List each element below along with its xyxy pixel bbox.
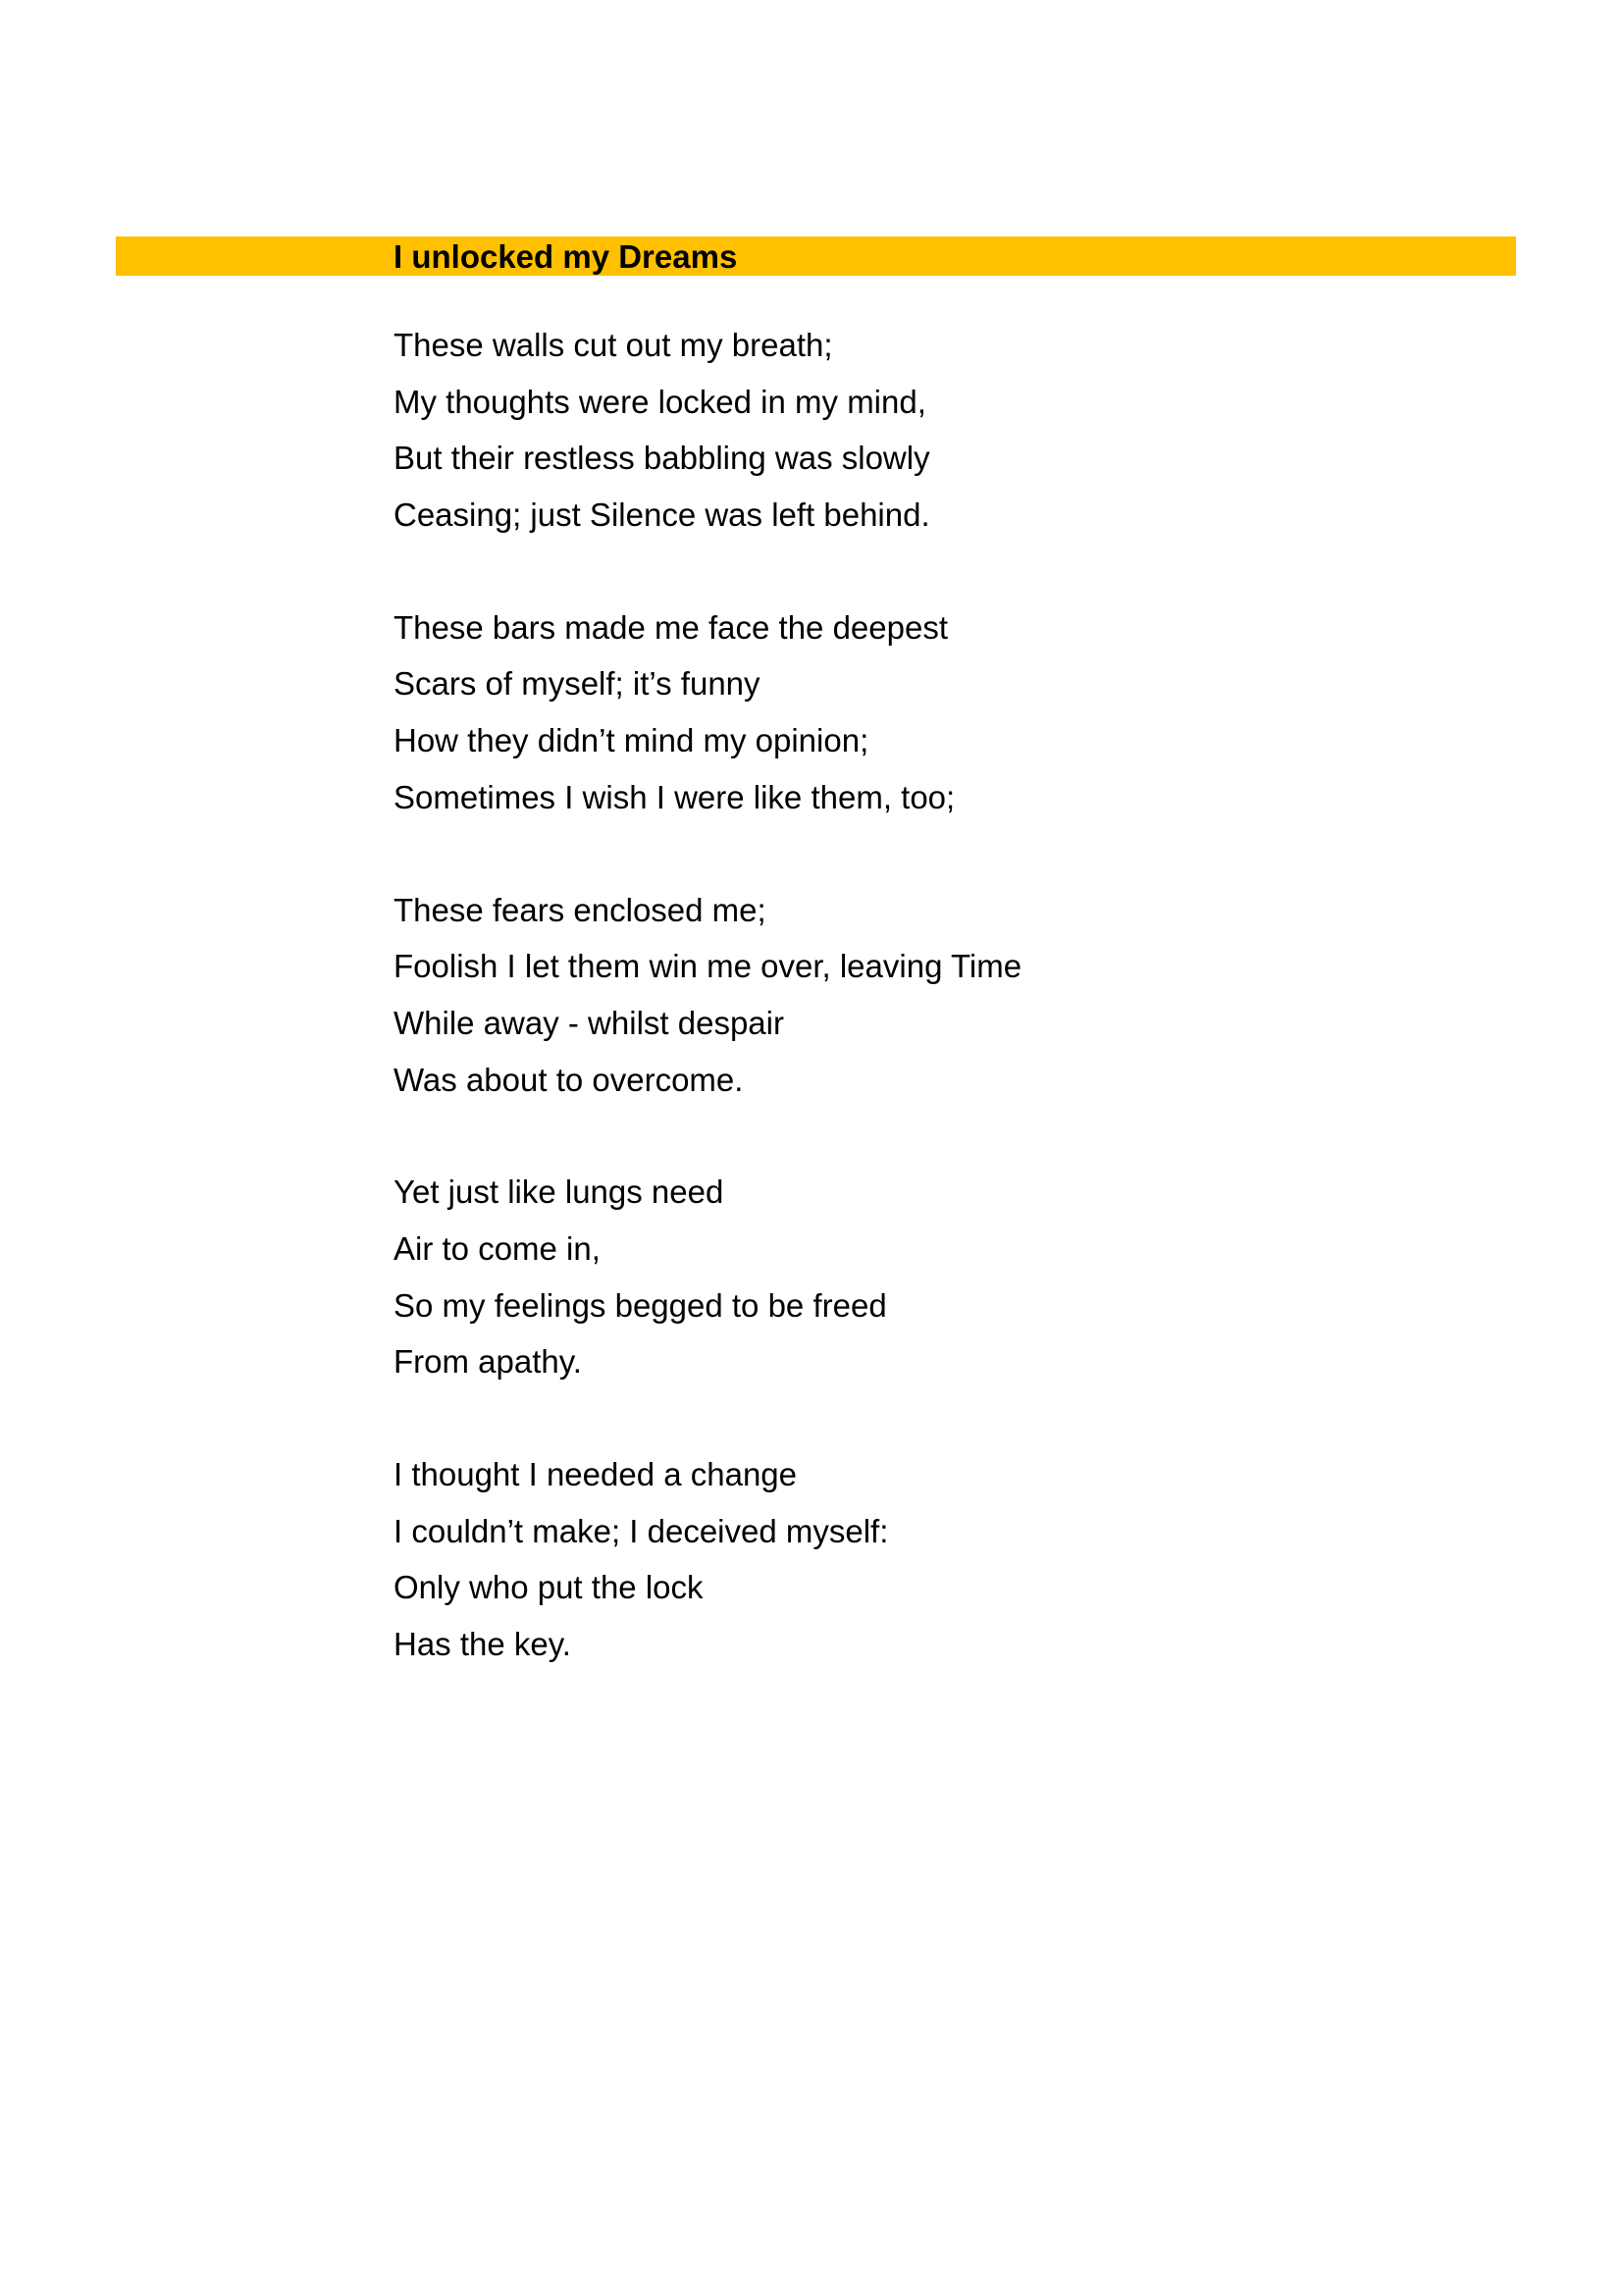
poem-line: Scars of myself; it’s funny <box>393 665 760 703</box>
title-highlight-bar <box>116 236 1516 276</box>
poem-line: Was about to overcome. <box>393 1061 744 1098</box>
poem-line: My thoughts were locked in my mind, <box>393 383 926 420</box>
poem-line: But their restless babbling was slowly <box>393 440 930 477</box>
poem-line: Foolish I let them win me over, leaving Time <box>393 948 1022 985</box>
poem-line: These fears enclosed me; <box>393 891 766 928</box>
stanza-2 <box>393 607 1473 834</box>
stanza-3 <box>393 890 1473 1117</box>
poem-line: Air to come in, <box>393 1229 601 1267</box>
poem-line: I couldn’t make; I deceived myself: <box>393 1512 889 1549</box>
stanza-4 <box>393 1172 1473 1398</box>
stanza-1 <box>393 325 1473 551</box>
poem-line: So my feelings begged to be freed <box>393 1286 887 1324</box>
poem-title: I unlocked my Dreams <box>393 238 738 275</box>
poem-line: While away - whilst despair <box>393 1004 784 1041</box>
poem-line: Yet just like lungs need <box>393 1174 724 1211</box>
poem-line: How they didn’t mind my opinion; <box>393 722 869 759</box>
stanza-5 <box>393 1454 1473 1681</box>
poem-line: Ceasing; just Silence was left behind. <box>393 496 930 534</box>
poem-line: These bars made me face the deepest <box>393 608 948 646</box>
poem-line: I thought I needed a change <box>393 1456 798 1492</box>
poem-line: Only who put the lock <box>393 1569 704 1606</box>
poem-line: Sometimes I wish I were like them, too; <box>393 778 956 815</box>
poem-line: These walls cut out my breath; <box>393 327 833 363</box>
poem-body <box>393 325 1473 1737</box>
poem-line: Has the key. <box>393 1626 571 1663</box>
poem-line: From apathy. <box>393 1343 582 1381</box>
